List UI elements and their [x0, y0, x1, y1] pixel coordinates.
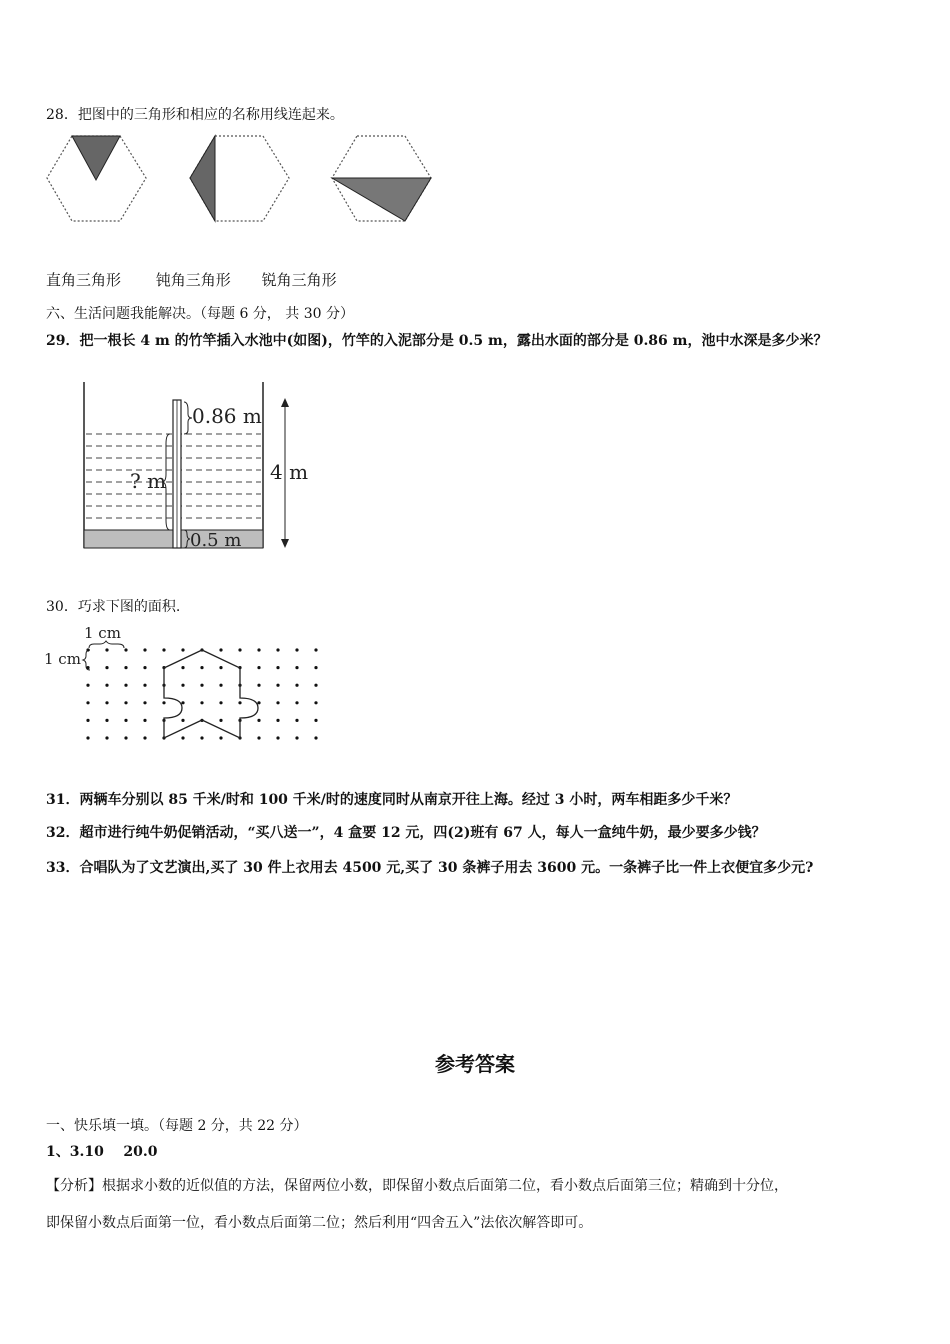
q31-text: 31．两辆车分别以 85 千米/时和 100 千米/时的速度同时从南京开往上海。经过 3 小时，两车相距多少千米？: [46, 792, 738, 808]
grid-dot: [257, 736, 260, 739]
grid-dot: [105, 701, 108, 704]
grid-dot: [219, 684, 222, 687]
grid-dot: [238, 701, 241, 704]
grid-dot: [105, 736, 108, 739]
grid-dot: [295, 701, 298, 704]
grid-dot: [200, 701, 203, 704]
label-exposed: 0.86 m: [192, 404, 262, 428]
grid-dot: [257, 666, 260, 669]
grid-dot: [276, 666, 279, 669]
grid-dot: [105, 666, 108, 669]
grid-dot: [124, 648, 127, 651]
q28-labels: [46, 269, 337, 290]
grid-dot: [200, 666, 203, 669]
label-obtuse-triangle: 钝角三角形: [155, 271, 231, 289]
grid-dot: [105, 648, 108, 651]
grid-dot: [295, 736, 298, 739]
q33-text: 33．合唱队为了文艺演出,买了 30 件上衣用去 4500 元,买了 30 条裤子用去 3600 元。一条裤子比一件上衣便宜多少元?: [46, 860, 814, 876]
grid-dot: [314, 736, 317, 739]
analysis-line-2: 即保留小数点后面第一位，看小数点后面第二位；然后利用“四舍五入”法依次解答即可。: [46, 1215, 593, 1231]
answers-section-1-heading: 一、快乐填一填。（每题 2 分，共 22 分）: [46, 1118, 308, 1134]
grid-dot: [105, 719, 108, 722]
grid-dot: [86, 684, 89, 687]
analysis-line-1: 【分析】根据求小数的近似值的方法，保留两位小数，即保留小数点后面第二位，看小数点后面第三位；精确到十分位，: [46, 1178, 788, 1194]
label-water-depth: ? m: [130, 469, 167, 493]
grid-dot: [219, 736, 222, 739]
grid-dot: [162, 648, 165, 651]
grid-dot: [143, 701, 146, 704]
grid-dot: [124, 684, 127, 687]
label-mud-depth: 0.5 m: [190, 530, 242, 551]
hexagon-1: [47, 136, 146, 221]
grid-dot: [276, 719, 279, 722]
unit-vertical-label: 1 cm: [44, 650, 81, 668]
grid-dot: [143, 719, 146, 722]
label-acute-triangle: 锐角三角形: [261, 271, 337, 289]
grid-dot: [200, 684, 203, 687]
grid-dot: [219, 648, 222, 651]
grid-dot: [181, 666, 184, 669]
grid-dot: [276, 701, 279, 704]
grid-dot: [276, 684, 279, 687]
grid-dot: [314, 719, 317, 722]
grid-dot: [143, 736, 146, 739]
grid-dot: [295, 684, 298, 687]
grid-dot: [86, 666, 89, 669]
grid-dot: [124, 666, 127, 669]
grid-dot: [181, 701, 184, 704]
grid-dot: [162, 701, 165, 704]
hexagon-3: [332, 136, 431, 221]
q30-dot-grid-figure: [40, 620, 340, 762]
q28-hexagon-figures: [44, 132, 444, 226]
grid-dot: [219, 701, 222, 704]
grid-dot: [257, 648, 260, 651]
grid-dot: [124, 719, 127, 722]
q28-text: 28．把图中的三角形和相应的名称用线连起来。: [46, 107, 344, 123]
grid-dot: [181, 719, 184, 722]
grid-dot: [314, 648, 317, 651]
hexagon-2: [190, 136, 289, 221]
dot-grid: [86, 648, 317, 739]
grid-dot: [143, 684, 146, 687]
grid-dot: [295, 666, 298, 669]
grid-dot: [295, 648, 298, 651]
grid-dot: [219, 719, 222, 722]
grid-dot: [295, 719, 298, 722]
grid-dot: [124, 736, 127, 739]
grid-dot: [86, 701, 89, 704]
grid-dot: [105, 684, 108, 687]
grid-dot: [86, 736, 89, 739]
grid-dot: [257, 701, 260, 704]
grid-dot: [219, 666, 222, 669]
grid-dot: [276, 736, 279, 739]
q30-text: 30．巧求下图的面积.: [46, 599, 181, 615]
grid-dot: [314, 701, 317, 704]
grid-dot: [200, 736, 203, 739]
grid-dot: [257, 684, 260, 687]
grid-dot: [181, 648, 184, 651]
unit-horizontal-label: 1 cm: [84, 624, 121, 642]
q29-pond-figure: [80, 378, 320, 554]
grid-dot: [86, 719, 89, 722]
label-total-length: 4 m: [270, 460, 309, 484]
q29-text: 29．把一根长 4 m 的竹竿插入水池中(如图)，竹竿的入泥部分是 0.5 m，露出水面的部分是 0.86 m，池中水深是多少米？: [46, 333, 828, 349]
grid-dot: [276, 648, 279, 651]
answer-1: 1、3.10 20.0: [46, 1144, 158, 1160]
grid-dot: [143, 666, 146, 669]
puzzle-shape: [164, 650, 258, 738]
grid-dot: [143, 648, 146, 651]
answers-title: 参考答案: [435, 1052, 515, 1076]
section-6-heading: 六、生活问题我能解决。（每题 6 分， 共 30 分）: [46, 306, 354, 322]
q32-text: 32．超市进行纯牛奶促销活动，“买八送一”，4 盒要 12 元，四(2)班有 67 人，每人一盒纯牛奶，最少要多少钱？: [46, 825, 766, 841]
grid-dot: [314, 666, 317, 669]
grid-dot: [124, 701, 127, 704]
label-right-triangle: 直角三角形: [46, 271, 122, 289]
grid-dot: [238, 648, 241, 651]
grid-dot: [314, 684, 317, 687]
grid-dot: [257, 719, 260, 722]
grid-dot: [181, 684, 184, 687]
grid-dot: [181, 736, 184, 739]
grid-dot: [86, 648, 89, 651]
